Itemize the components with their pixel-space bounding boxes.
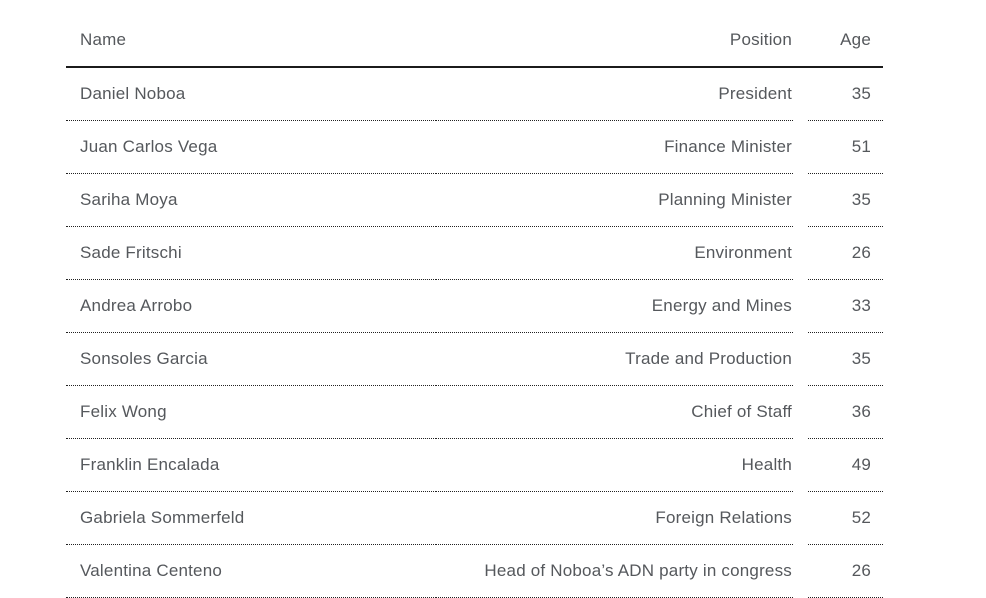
column-gap — [793, 227, 808, 280]
column-gap — [793, 545, 808, 598]
table-row — [66, 386, 883, 439]
name-cell: Gabriela Sommerfeld — [66, 492, 436, 545]
table-row — [66, 174, 883, 227]
position-cell: Foreign Relations — [436, 492, 793, 545]
name-cell: Andrea Arrobo — [66, 280, 436, 333]
age-cell: 35 — [808, 333, 883, 386]
position-cell: President — [436, 68, 793, 121]
name-cell: Valentina Centeno — [66, 545, 436, 598]
column-gap — [793, 333, 808, 386]
age-cell: 26 — [808, 227, 883, 280]
age-cell: 35 — [808, 174, 883, 227]
table-header-row — [66, 14, 883, 68]
table-row — [66, 333, 883, 386]
column-header-name: Name — [66, 14, 436, 68]
age-cell: 51 — [808, 121, 883, 174]
age-cell: 33 — [808, 280, 883, 333]
name-cell: Sonsoles Garcia — [66, 333, 436, 386]
name-cell: Felix Wong — [66, 386, 436, 439]
name-cell: Daniel Noboa — [66, 68, 436, 121]
table-row — [66, 545, 883, 598]
name-cell: Sariha Moya — [66, 174, 436, 227]
table-body — [66, 68, 883, 598]
column-gap — [793, 280, 808, 333]
column-gap — [793, 439, 808, 492]
table-row — [66, 68, 883, 121]
table-row — [66, 121, 883, 174]
name-cell: Sade Fritschi — [66, 227, 436, 280]
table-row — [66, 492, 883, 545]
position-cell: Planning Minister — [436, 174, 793, 227]
column-header-age: Age — [808, 14, 883, 68]
table-row — [66, 280, 883, 333]
column-gap — [793, 174, 808, 227]
table-row — [66, 227, 883, 280]
age-cell: 52 — [808, 492, 883, 545]
age-cell: 36 — [808, 386, 883, 439]
column-gap — [793, 492, 808, 545]
column-gap — [793, 68, 808, 121]
position-cell: Trade and Production — [436, 333, 793, 386]
column-gap — [793, 121, 808, 174]
position-cell: Chief of Staff — [436, 386, 793, 439]
column-header-position: Position — [436, 14, 793, 68]
age-cell: 49 — [808, 439, 883, 492]
table-row — [66, 439, 883, 492]
column-gap — [793, 386, 808, 439]
position-cell: Health — [436, 439, 793, 492]
age-cell: 26 — [808, 545, 883, 598]
age-cell: 35 — [808, 68, 883, 121]
name-cell: Franklin Encalada — [66, 439, 436, 492]
position-cell: Energy and Mines — [436, 280, 793, 333]
position-cell: Finance Minister — [436, 121, 793, 174]
cabinet-table — [66, 14, 883, 598]
column-gap — [793, 14, 808, 68]
name-cell: Juan Carlos Vega — [66, 121, 436, 174]
position-cell: Environment — [436, 227, 793, 280]
position-cell: Head of Noboa’s ADN party in congress — [436, 545, 793, 598]
